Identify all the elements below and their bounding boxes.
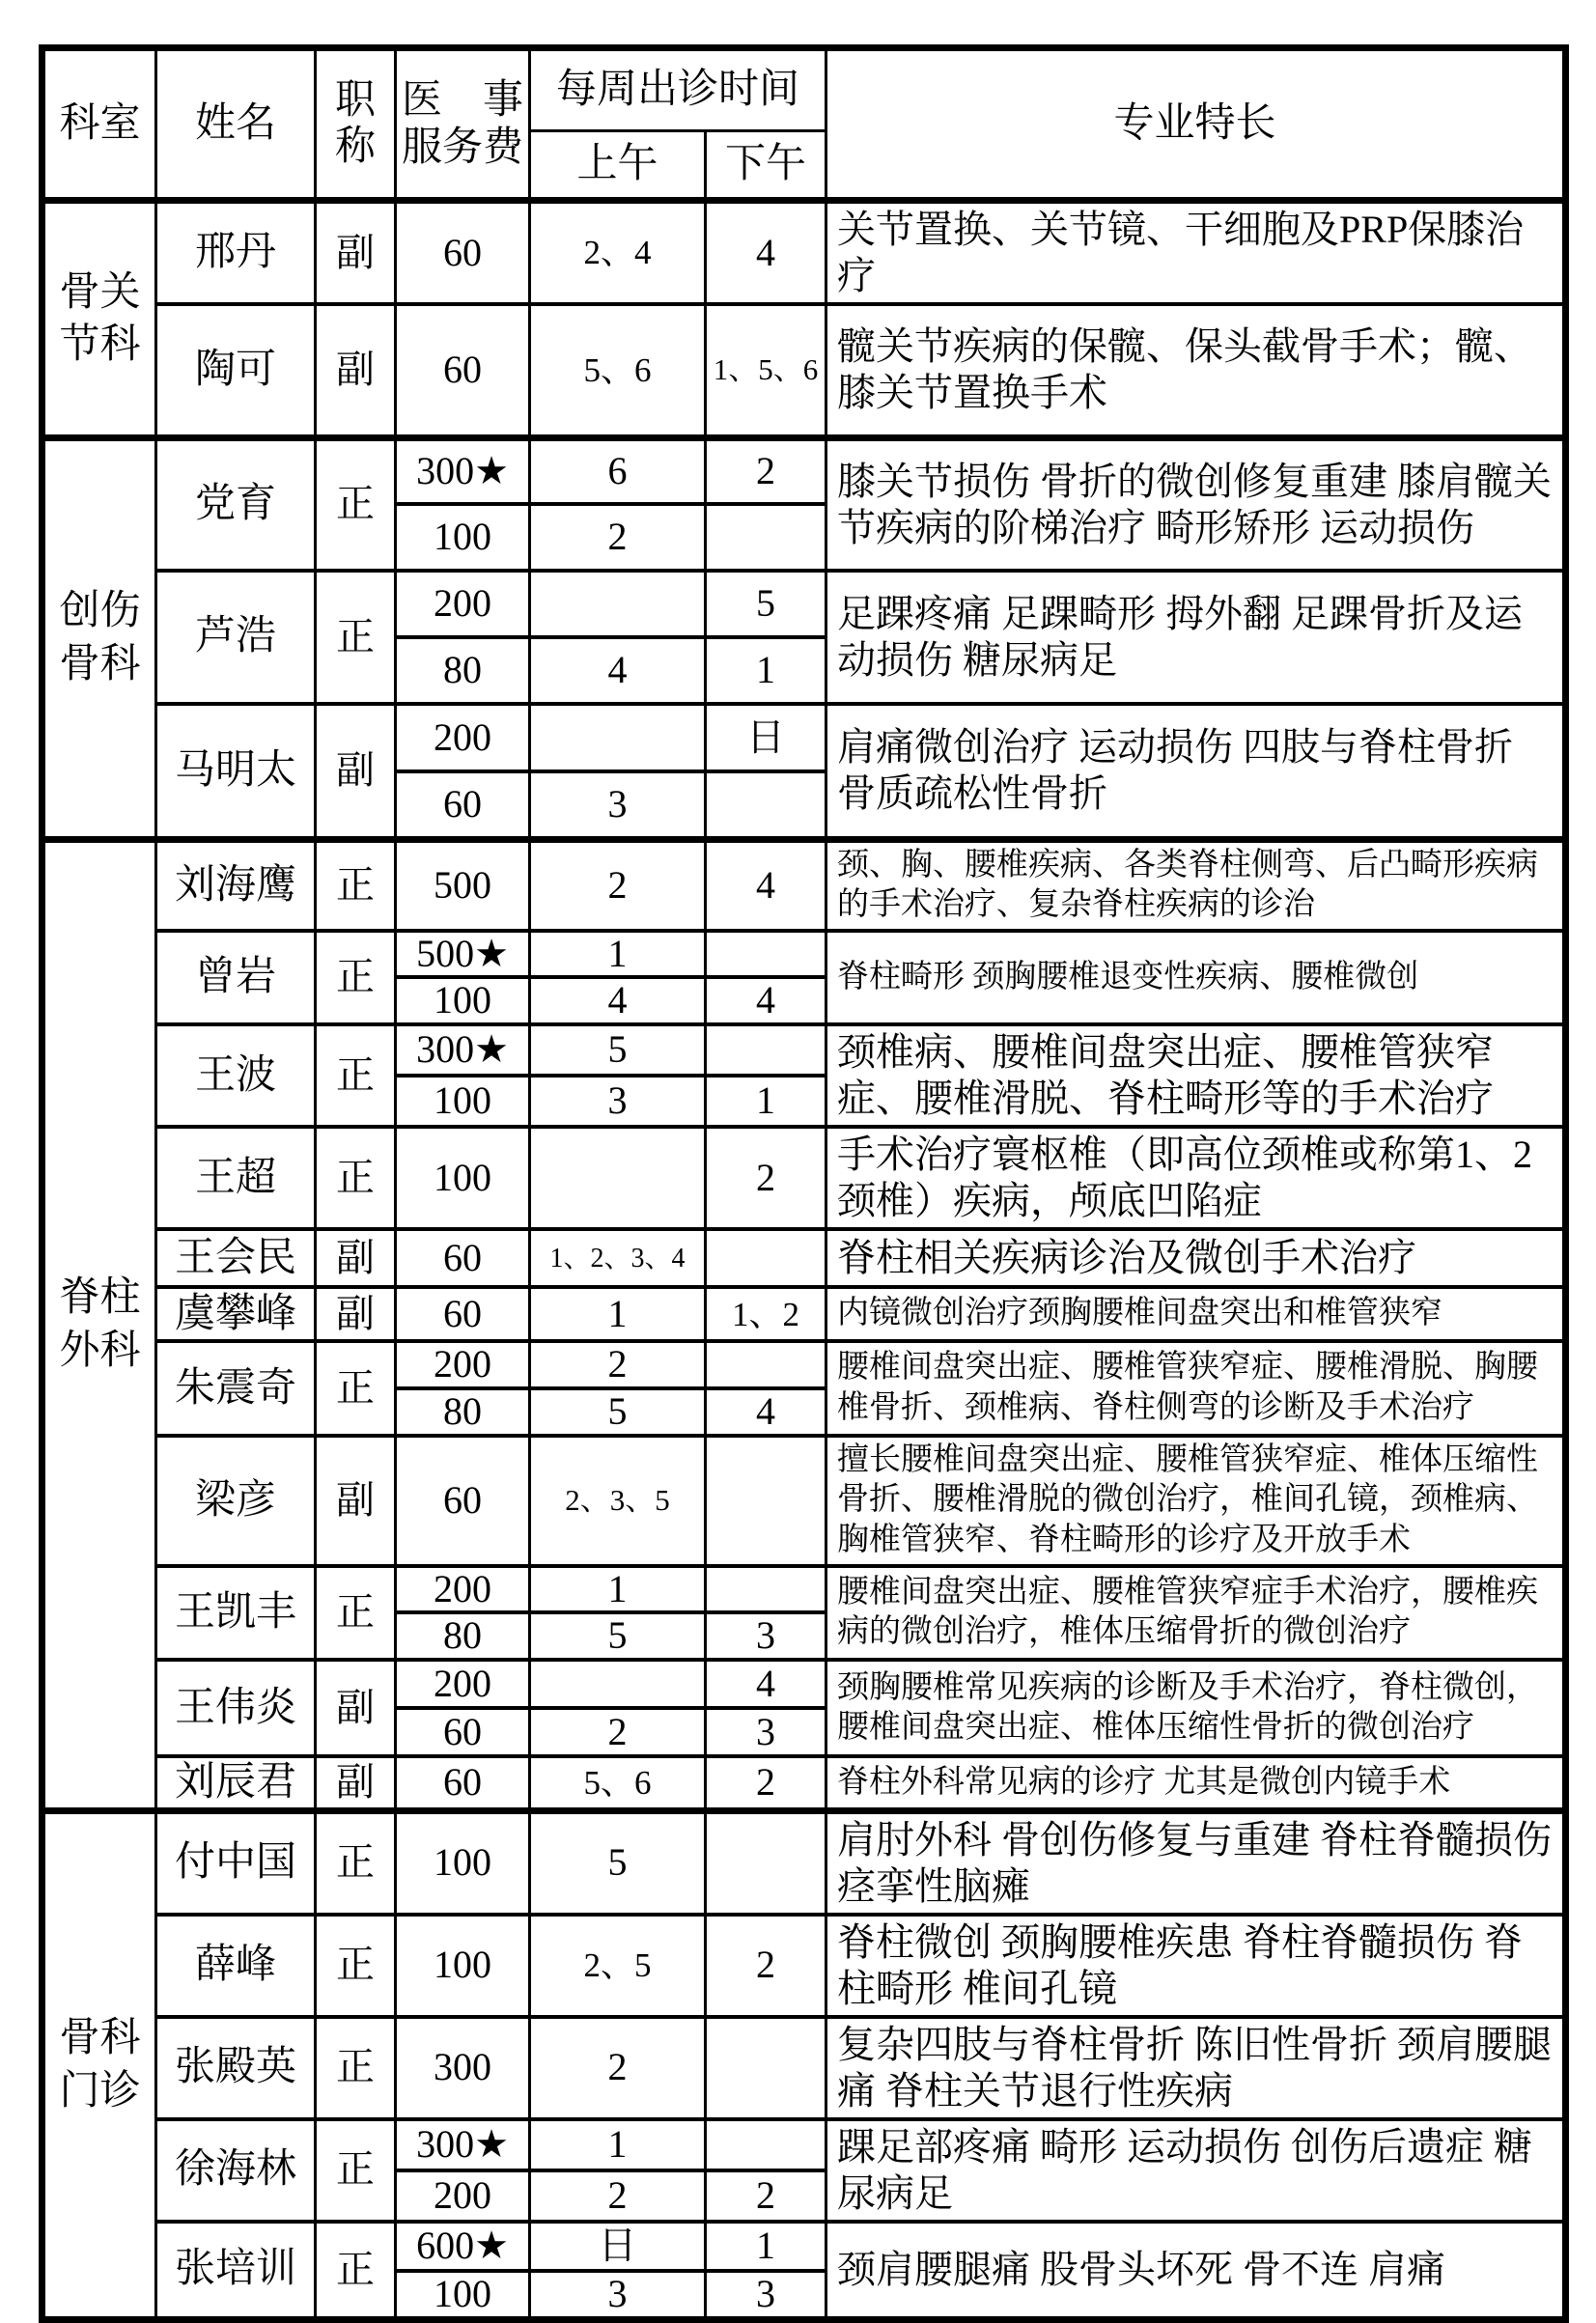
am-cell: 2、4 <box>530 201 706 305</box>
am-cell: 2、5 <box>530 1915 706 2017</box>
fee-cell: 200 <box>396 2170 530 2222</box>
specialty-cell: 腰椎间盘突出症、腰椎管狭窄症手术治疗，腰椎疾病的微创治疗，椎体压缩骨折的微创治疗 <box>826 1566 1566 1661</box>
am-cell: 1 <box>530 1566 706 1613</box>
specialty-cell: 髋关节疾病的保髋、保头截骨手术；髋、膝关节置换手术 <box>826 304 1566 437</box>
fee-cell: 80 <box>396 1388 530 1436</box>
fee-cell: 300★ <box>396 437 530 504</box>
doctor-title-cell: 副 <box>316 1660 396 1756</box>
dept-label: 脊柱外科 <box>59 1275 141 1374</box>
header-am: 上午 <box>530 131 706 201</box>
table-row <box>42 1756 1566 1810</box>
doctor-title-cell: 正 <box>316 437 396 571</box>
am-cell: 2 <box>530 1708 706 1756</box>
header-fee-line1: 医 事 <box>401 78 523 124</box>
pm-cell: 2 <box>706 437 826 504</box>
pm-cell <box>706 931 826 978</box>
am-cell: 3 <box>530 1076 706 1127</box>
specialty-cell: 手术治疗寰枢椎（即高位颈椎或称第1、2颈椎）疾病，颅底凹陷症 <box>826 1127 1566 1229</box>
doctor-name-cell: 薛峰 <box>156 1915 316 2017</box>
header-title: 职称 <box>316 48 396 201</box>
am-cell: 1 <box>530 2119 706 2170</box>
am-cell: 2 <box>530 1341 706 1388</box>
doctor-name-cell: 曾岩 <box>156 931 316 1025</box>
doctor-rows <box>42 201 1566 2320</box>
am-cell: 4 <box>530 977 706 1024</box>
am-cell <box>530 1127 706 1229</box>
fee-cell: 60 <box>396 201 530 305</box>
specialty-cell: 肩痛微创治疗 运动损伤 四肢与脊柱骨折 骨质疏松性骨折 <box>826 704 1566 839</box>
pm-cell: 4 <box>706 1388 826 1436</box>
pm-cell: 3 <box>706 1708 826 1756</box>
fee-cell: 80 <box>396 637 530 704</box>
am-cell: 1 <box>530 1287 706 1341</box>
dept-label: 骨关节科 <box>59 269 141 368</box>
table-row <box>42 1287 1566 1341</box>
specialty-cell: 颈肩腰腿痛 股骨头坏死 骨不连 肩痛 <box>826 2222 1566 2320</box>
am-cell: 2 <box>530 2017 706 2119</box>
specialty-cell: 内镜微创治疗颈胸腰椎间盘突出和椎管狭窄 <box>826 1287 1566 1341</box>
specialty-cell: 脊柱畸形 颈胸腰椎退变性疾病、腰椎微创 <box>826 931 1566 1025</box>
specialty-cell: 关节置换、关节镜、干细胞及PRP保膝治疗 <box>826 201 1566 305</box>
am-cell: 1、2、3、4 <box>530 1229 706 1287</box>
fee-cell: 200 <box>396 1341 530 1388</box>
pm-cell <box>706 1810 826 1915</box>
doctor-name-cell: 王伟炎 <box>156 1660 316 1756</box>
table-row <box>42 201 1566 305</box>
fee-cell: 200 <box>396 1566 530 1613</box>
pm-cell: 4 <box>706 839 826 931</box>
table-row <box>42 1915 1566 2017</box>
pm-cell: 4 <box>706 977 826 1024</box>
doctor-name-cell: 张殿英 <box>156 2017 316 2119</box>
pm-cell: 1 <box>706 2222 826 2271</box>
pm-cell: 2 <box>706 1756 826 1810</box>
doctor-title-cell: 正 <box>316 1127 396 1229</box>
doctor-title-cell: 副 <box>316 1229 396 1287</box>
table-row <box>42 1341 1566 1388</box>
am-cell: 5 <box>530 1388 706 1436</box>
header-name: 姓名 <box>156 48 316 201</box>
specialty-cell: 肩肘外科 骨创伤修复与重建 脊柱脊髓损伤 痉挛性脑瘫 <box>826 1810 1566 1915</box>
pm-cell: 5 <box>706 571 826 637</box>
dept-cell <box>42 839 156 1810</box>
doctor-title-cell: 正 <box>316 1915 396 2017</box>
table-row <box>42 571 1566 637</box>
fee-cell: 60 <box>396 1229 530 1287</box>
doctor-title-cell: 正 <box>316 1024 396 1127</box>
doctor-name-cell: 虞攀峰 <box>156 1287 316 1341</box>
doctor-title-cell: 副 <box>316 704 396 839</box>
pm-cell: 2 <box>706 1127 826 1229</box>
doctor-name-cell: 刘海鹰 <box>156 839 316 931</box>
table-row <box>42 839 1566 931</box>
pm-cell <box>706 2017 826 2119</box>
specialty-cell: 脊柱相关疾病诊治及微创手术治疗 <box>826 1229 1566 1287</box>
fee-cell: 80 <box>396 1612 530 1660</box>
fee-cell: 300★ <box>396 2119 530 2170</box>
header-dept: 科室 <box>42 48 156 201</box>
pm-cell: 4 <box>706 201 826 305</box>
fee-cell: 200 <box>396 704 530 771</box>
pm-cell <box>706 1024 826 1076</box>
table-row <box>42 1024 1566 1076</box>
pm-cell <box>706 1341 826 1388</box>
fee-cell: 500 <box>396 839 530 931</box>
am-cell: 5 <box>530 1810 706 1915</box>
table-row <box>42 2017 1566 2119</box>
doctor-name-cell: 梁彦 <box>156 1436 316 1566</box>
specialty-cell: 颈胸腰椎常见疾病的诊断及手术治疗，脊柱微创，腰椎间盘突出症、椎体压缩性骨折的微创治疗 <box>826 1660 1566 1756</box>
am-cell: 2、3、5 <box>530 1436 706 1566</box>
doctor-name-cell: 朱震奇 <box>156 1341 316 1436</box>
doctor-name-cell: 王超 <box>156 1127 316 1229</box>
doctor-title-cell: 正 <box>316 1341 396 1436</box>
doctor-name-cell: 王波 <box>156 1024 316 1127</box>
am-cell: 2 <box>530 504 706 571</box>
fee-cell: 60 <box>396 1708 530 1756</box>
pm-cell: 日 <box>706 704 826 771</box>
table-row <box>42 1229 1566 1287</box>
fee-cell: 100 <box>396 2271 530 2320</box>
doctor-name-cell: 陶可 <box>156 304 316 437</box>
pm-cell <box>706 1229 826 1287</box>
fee-cell: 200 <box>396 1660 530 1708</box>
table-row <box>42 1810 1566 1915</box>
doctor-title-cell: 副 <box>316 304 396 437</box>
fee-cell: 100 <box>396 1810 530 1915</box>
pm-cell <box>706 1566 826 1613</box>
am-cell: 5 <box>530 1612 706 1660</box>
specialty-cell: 复杂四肢与脊柱骨折 陈旧性骨折 颈肩腰腿痛 脊柱关节退行性疾病 <box>826 2017 1566 2119</box>
pm-cell <box>706 2119 826 2170</box>
doctor-title-cell: 副 <box>316 201 396 305</box>
am-cell: 2 <box>530 839 706 931</box>
doctor-title-cell: 副 <box>316 1287 396 1341</box>
fee-cell: 60 <box>396 1756 530 1810</box>
header-pm: 下午 <box>706 131 826 201</box>
doctor-name-cell: 张培训 <box>156 2222 316 2320</box>
pm-cell: 1、2 <box>706 1287 826 1341</box>
am-cell: 5、6 <box>530 304 706 437</box>
specialty-cell: 颈椎病、腰椎间盘突出症、腰椎管狭窄症、腰椎滑脱、脊柱畸形等的手术治疗 <box>826 1024 1566 1127</box>
doctor-name-cell: 刘辰君 <box>156 1756 316 1810</box>
doctor-title-cell: 副 <box>316 1436 396 1566</box>
doctor-title-cell: 正 <box>316 839 396 931</box>
table-row <box>42 1660 1566 1708</box>
fee-cell: 200 <box>396 571 530 637</box>
table-row <box>42 931 1566 978</box>
doctor-schedule-table <box>39 44 1569 2323</box>
doctor-name-cell: 王凯丰 <box>156 1566 316 1661</box>
doctor-name-cell: 党育 <box>156 437 316 571</box>
pm-cell <box>706 504 826 571</box>
am-cell: 6 <box>530 437 706 504</box>
pm-cell <box>706 1436 826 1566</box>
pm-cell: 1 <box>706 637 826 704</box>
fee-cell: 300 <box>396 2017 530 2119</box>
am-cell <box>530 1660 706 1708</box>
dept-label: 创伤骨科 <box>59 589 141 686</box>
header-schedule: 每周出诊时间 <box>530 48 826 131</box>
pm-cell: 1 <box>706 1076 826 1127</box>
am-cell: 3 <box>530 2271 706 2320</box>
specialty-cell: 脊柱微创 颈胸腰椎疾患 脊柱脊髓损伤 脊柱畸形 椎间孔镜 <box>826 1915 1566 2017</box>
am-cell: 5、6 <box>530 1756 706 1810</box>
doctor-title-cell: 正 <box>316 2222 396 2320</box>
pm-cell: 3 <box>706 1612 826 1660</box>
specialty-cell: 颈、胸、腰椎疾病、各类脊柱侧弯、后凸畸形疾病的手术治疗、复杂脊柱疾病的诊治 <box>826 839 1566 931</box>
table-row <box>42 2119 1566 2170</box>
fee-cell: 100 <box>396 1915 530 2017</box>
doctor-title-cell: 正 <box>316 1810 396 1915</box>
doctor-name-cell: 邢丹 <box>156 201 316 305</box>
fee-cell: 500★ <box>396 931 530 978</box>
doctor-title-cell: 副 <box>316 1756 396 1810</box>
am-cell: 2 <box>530 2170 706 2222</box>
specialty-cell: 膝关节损伤 骨折的微创修复重建 膝肩髋关节疾病的阶梯治疗 畸形矫形 运动损伤 <box>826 437 1566 571</box>
table-row <box>42 704 1566 771</box>
doctor-name-cell: 芦浩 <box>156 571 316 704</box>
fee-cell: 60 <box>396 304 530 437</box>
pm-cell: 4 <box>706 1660 826 1708</box>
table-row <box>42 1127 1566 1229</box>
fee-cell: 100 <box>396 504 530 571</box>
fee-cell: 100 <box>396 977 530 1024</box>
doctor-title-cell: 正 <box>316 571 396 704</box>
fee-cell: 60 <box>396 1436 530 1566</box>
dept-cell <box>42 437 156 839</box>
fee-cell: 60 <box>396 771 530 839</box>
table-row <box>42 1566 1566 1613</box>
doctor-name-cell: 付中国 <box>156 1810 316 1915</box>
pm-cell: 2 <box>706 2170 826 2222</box>
doctor-name-cell: 王会民 <box>156 1229 316 1287</box>
am-cell: 5 <box>530 1024 706 1076</box>
header-fee-line2: 服务费 <box>401 125 523 170</box>
table-header <box>42 48 1566 201</box>
doctor-title-cell: 正 <box>316 931 396 1025</box>
table-row <box>42 437 1566 504</box>
doctor-title-cell: 正 <box>316 2017 396 2119</box>
fee-cell: 600★ <box>396 2222 530 2271</box>
specialty-cell: 擅长腰椎间盘突出症、腰椎管狭窄症、椎体压缩性骨折、腰椎滑脱的微创治疗，椎间孔镜，颈椎病、胸椎管狭窄、脊柱畸形的诊疗及开放手术 <box>826 1436 1566 1566</box>
pm-cell: 1、5、6 <box>706 304 826 437</box>
doctor-title-cell: 正 <box>316 2119 396 2222</box>
am-cell: 3 <box>530 771 706 839</box>
doctor-name-cell: 徐海林 <box>156 2119 316 2222</box>
pm-cell <box>706 771 826 839</box>
dept-cell <box>42 201 156 438</box>
dept-cell <box>42 1810 156 2320</box>
table-row <box>42 2222 1566 2271</box>
fee-cell: 300★ <box>396 1024 530 1076</box>
am-cell <box>530 571 706 637</box>
am-cell: 日 <box>530 2222 706 2271</box>
am-cell <box>530 704 706 771</box>
fee-cell: 100 <box>396 1127 530 1229</box>
pm-cell: 2 <box>706 1915 826 2017</box>
doctor-name-cell: 马明太 <box>156 704 316 839</box>
specialty-cell: 足踝疼痛 足踝畸形 拇外翻 足踝骨折及运动损伤 糖尿病足 <box>826 571 1566 704</box>
doctor-title-cell: 正 <box>316 1566 396 1661</box>
dept-label: 骨科门诊 <box>59 2016 141 2113</box>
fee-cell: 100 <box>396 1076 530 1127</box>
specialty-cell: 腰椎间盘突出症、腰椎管狭窄症、腰椎滑脱、胸腰椎骨折、颈椎病、脊柱侧弯的诊断及手术治疗 <box>826 1341 1566 1436</box>
am-cell: 1 <box>530 931 706 978</box>
table-row <box>42 304 1566 437</box>
fee-cell: 60 <box>396 1287 530 1341</box>
specialty-cell: 脊柱外科常见病的诊疗 尤其是微创内镜手术 <box>826 1756 1566 1810</box>
header-specialty: 专业特长 <box>826 48 1566 201</box>
specialty-cell: 踝足部疼痛 畸形 运动损伤 创伤后遗症 糖尿病足 <box>826 2119 1566 2222</box>
header-fee <box>396 48 530 201</box>
am-cell: 4 <box>530 637 706 704</box>
table-row <box>42 1436 1566 1566</box>
pm-cell: 3 <box>706 2271 826 2320</box>
